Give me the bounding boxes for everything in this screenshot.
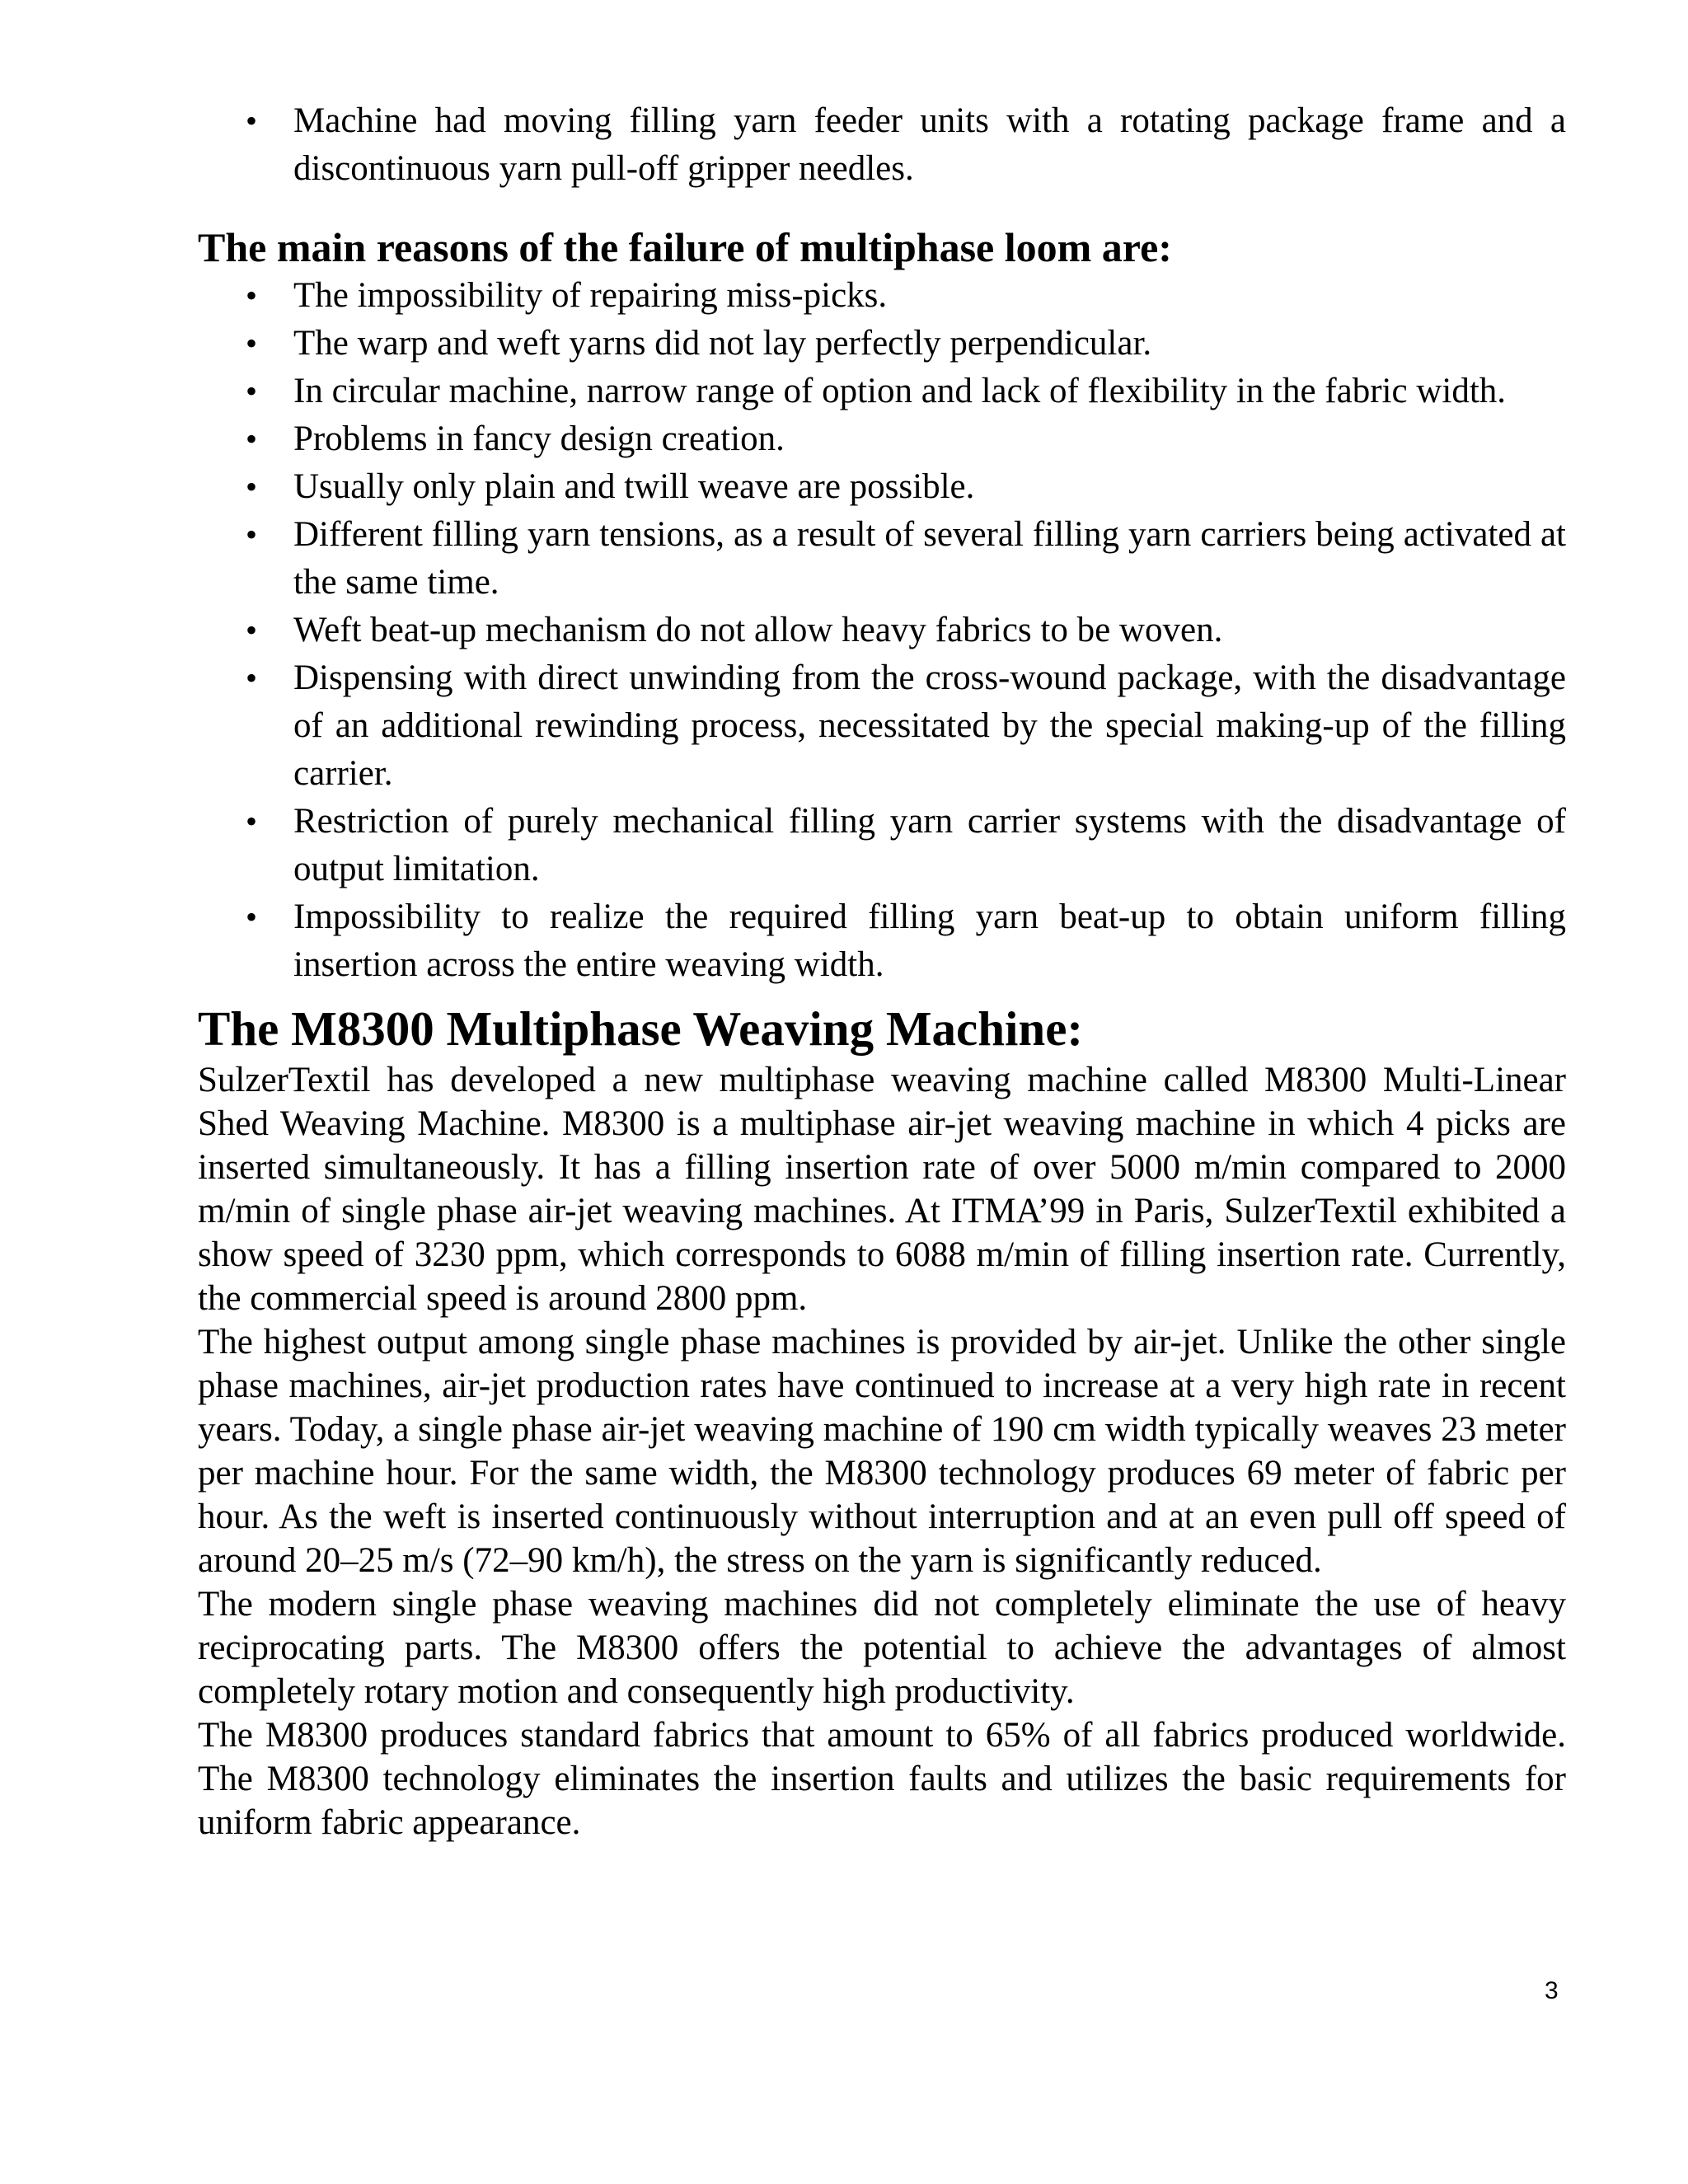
paragraph: The highest output among single phase machines is provided by air-jet. Unlike the other single phase machines, air-jet production rates have continued to increase at a very high rate in recent years. Today, a single phase air-jet weaving machine of 190 cm width typically weaves 23 meter per machine hour. For the same width, the M8300 technology produces 69 meter of fabric per hour. As the weft is inserted continuously without interruption and at an even pull off speed of around 20–25 m/s (72–90 km/h), the stress on the yarn is significantly reduced.	[198, 1323, 1566, 1580]
list-item	[198, 607, 1566, 654]
page-number: 3	[1545, 1977, 1559, 2004]
list-item-text: Usually only plain and twill weave are possible.	[293, 467, 975, 506]
list-item	[198, 368, 1566, 415]
list-item-text: Machine had moving filling yarn feeder units with a rotating package frame and a discontinuous yarn pull-off gripper needles.	[293, 101, 1566, 188]
bullet-icon: •	[246, 803, 258, 840]
bullet-icon: •	[246, 102, 258, 139]
bullet-icon: •	[246, 659, 258, 696]
page-content	[198, 97, 1566, 1844]
list-item	[198, 97, 1566, 193]
paragraph: The M8300 produces standard fabrics that amount to 65% of all fabrics produced worldwide. The M8300 technology eliminates the insertion faults and utilizes the basic requirements for uniform fabric appearance.	[198, 1716, 1566, 1842]
list-item	[198, 511, 1566, 607]
m8300-heading: The M8300 Multiphase Weaving Machine:	[198, 1001, 1084, 1056]
bullet-icon: •	[246, 325, 258, 362]
list-item-text: Weft beat-up mechanism do not allow heavy fabrics to be woven.	[293, 611, 1223, 649]
bullet-icon: •	[246, 277, 258, 314]
bullet-icon: •	[246, 420, 258, 457]
paragraph: SulzerTextil has developed a new multiphase weaving machine called M8300 Multi-Linear Shed Weaving Machine. M8300 is a multiphase air-jet weaving machine in which 4 picks are inserted simultaneously. It has a filling insertion rate of over 5000 m/min compared to 2000 m/min of single phase air-jet weaving machines. At ITMA’99 in Paris, SulzerTextil exhibited a show speed of 3230 ppm, which corresponds to 6088 m/min of filling insertion rate. Currently, the commercial speed is around 2800 ppm.	[198, 1061, 1566, 1318]
list-item	[198, 415, 1566, 463]
list-item-text: Problems in fancy design creation.	[293, 419, 785, 458]
list-item	[198, 272, 1566, 320]
list-item-text: The warp and weft yarns did not lay perfectly perpendicular.	[293, 324, 1152, 363]
list-item	[198, 320, 1566, 368]
bullet-icon: •	[246, 612, 258, 649]
list-item	[198, 893, 1566, 989]
bullet-icon: •	[246, 468, 258, 505]
list-item	[198, 654, 1566, 798]
list-item-text: Dispensing with direct unwinding from the cross-wound package, with the disadvantage of an additional rewinding process, necessitated by the special making-up of the filling carrier.	[293, 658, 1566, 793]
list-item-text: In circular machine, narrow range of option and lack of flexibility in the fabric width.	[293, 372, 1507, 410]
list-item-text: Impossibility to realize the required filling yarn beat-up to obtain uniform filling insertion across the entire weaving width.	[293, 898, 1566, 984]
list-item-text: Different filling yarn tensions, as a result of several filling yarn carriers being activated at the same time.	[293, 515, 1566, 602]
bullet-icon: •	[246, 373, 258, 410]
list-item-text: Restriction of purely mechanical filling yarn carrier systems with the disadvantage of output limitation.	[293, 802, 1566, 888]
failure-heading: The main reasons of the failure of multiphase loom are:	[198, 224, 1172, 270]
bullet-icon: •	[246, 516, 258, 553]
list-item-text: The impossibility of repairing miss-picks.	[293, 276, 888, 315]
list-item	[198, 463, 1566, 511]
bullet-icon: •	[246, 898, 258, 935]
paragraph: The modern single phase weaving machines did not completely eliminate the use of heavy reciprocating parts. The M8300 offers the potential to achieve the advantages of almost completely rotary motion and consequently high productivity.	[198, 1585, 1566, 1711]
failure-bullet-list	[198, 272, 1566, 989]
top-bullet-list	[198, 97, 1566, 193]
list-item	[198, 798, 1566, 893]
